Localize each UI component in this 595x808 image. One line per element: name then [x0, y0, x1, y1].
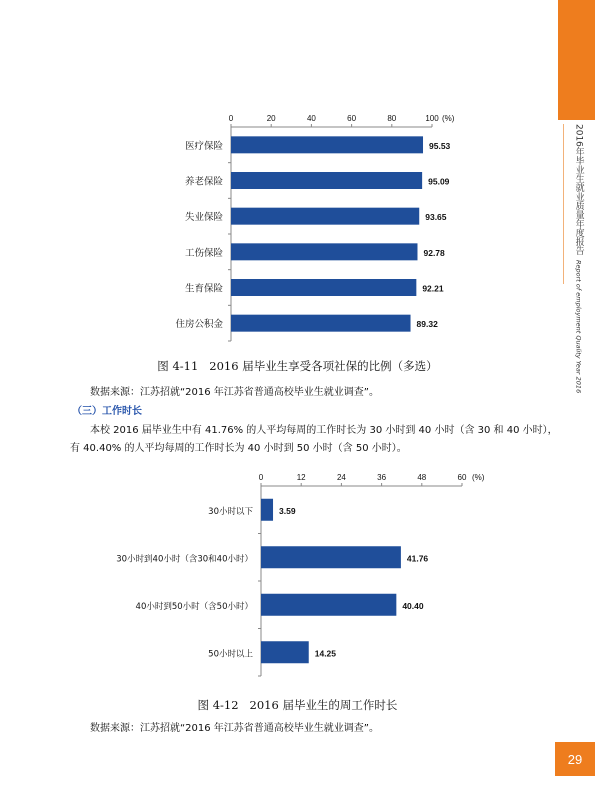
category-label: 50小时以上	[208, 649, 253, 660]
data-label: 89.32	[416, 319, 438, 330]
figure1-caption-text: 2016 届毕业生享受各项社保的比例（多选）	[209, 359, 438, 373]
bar	[231, 315, 411, 332]
figure1-caption	[0, 358, 595, 374]
x-tick-label: 20	[266, 114, 276, 123]
bar	[231, 136, 423, 153]
x-tick-label: 24	[336, 473, 346, 482]
bar	[231, 208, 419, 225]
category-label: 医疗保险	[184, 140, 223, 152]
social-insurance-chart	[0, 105, 595, 340]
category-label: 养老保险	[184, 176, 223, 188]
bar	[231, 279, 416, 296]
x-tick-label: 60	[457, 473, 467, 482]
x-tick-label: 100	[425, 114, 439, 123]
data-label: 93.65	[425, 212, 447, 223]
category-label: 工伤保险	[184, 247, 223, 259]
figure1-caption-num: 图 4-11	[157, 359, 199, 373]
x-tick-label: 80	[387, 114, 397, 123]
x-tick-label: 0	[258, 473, 264, 482]
bar	[261, 499, 273, 521]
data-label: 40.40	[402, 600, 424, 611]
x-axis-unit: (%)	[472, 473, 485, 482]
bar	[231, 243, 417, 260]
bar	[261, 546, 401, 568]
figure2-source: 数据来源：江苏招就“2016 年江苏省普通高校毕业生就业调查”。	[90, 723, 379, 734]
data-label: 3.59	[279, 505, 296, 516]
data-label: 92.21	[422, 283, 444, 294]
x-tick-label: 60	[347, 114, 357, 123]
figure2-caption-text: 2016 届毕业生的周工作时长	[249, 698, 398, 712]
report-title: 2016年毕业生就业质量年度报告	[573, 124, 584, 255]
x-tick-label: 40	[306, 114, 316, 123]
x-tick-label: 0	[228, 114, 234, 123]
bar	[261, 641, 309, 663]
page-number: 29	[555, 742, 595, 776]
category-label: 30小时以下	[208, 506, 253, 517]
figure2-caption-num: 图 4-12	[197, 698, 239, 712]
category-label: 30小时到40小时（含30和40小时）	[116, 554, 253, 565]
x-tick-label: 12	[296, 473, 306, 482]
x-tick-label: 48	[417, 473, 427, 482]
section-heading: （三）工作时长	[72, 406, 142, 417]
data-label: 95.53	[429, 140, 451, 151]
data-label: 95.09	[428, 176, 450, 187]
data-label: 14.25	[314, 648, 337, 659]
bar	[261, 594, 396, 616]
section-paragraph-line2: 有 40.40% 的人平均每周的工作时长为 40 小时到 50 小时（含 50 小时）。	[70, 443, 407, 454]
bar	[231, 172, 422, 189]
x-tick-label: 36	[377, 473, 387, 482]
category-label: 40小时到50小时（含50小时）	[135, 601, 253, 612]
data-label: 92.78	[423, 247, 445, 258]
figure1-source: 数据来源：江苏招就“2016 年江苏省普通高校毕业生就业调查”。	[90, 387, 379, 398]
figure2-caption	[0, 697, 595, 713]
weekly-hours-chart	[0, 468, 595, 668]
category-label: 失业保险	[184, 212, 223, 224]
side-tab	[558, 0, 595, 120]
section-paragraph-line1: 本校 2016 届毕业生中有 41.76% 的人平均每周的工作时长为 30 小时到 40 小时（含 30 和 40 小时），	[90, 425, 558, 436]
category-label: 生育保险	[184, 283, 223, 295]
category-label: 住房公积金	[175, 319, 223, 331]
x-axis-unit: (%)	[442, 114, 455, 123]
data-label: 41.76	[406, 553, 429, 564]
report-subtitle: Report of employment Quality Year 2016	[574, 260, 583, 394]
